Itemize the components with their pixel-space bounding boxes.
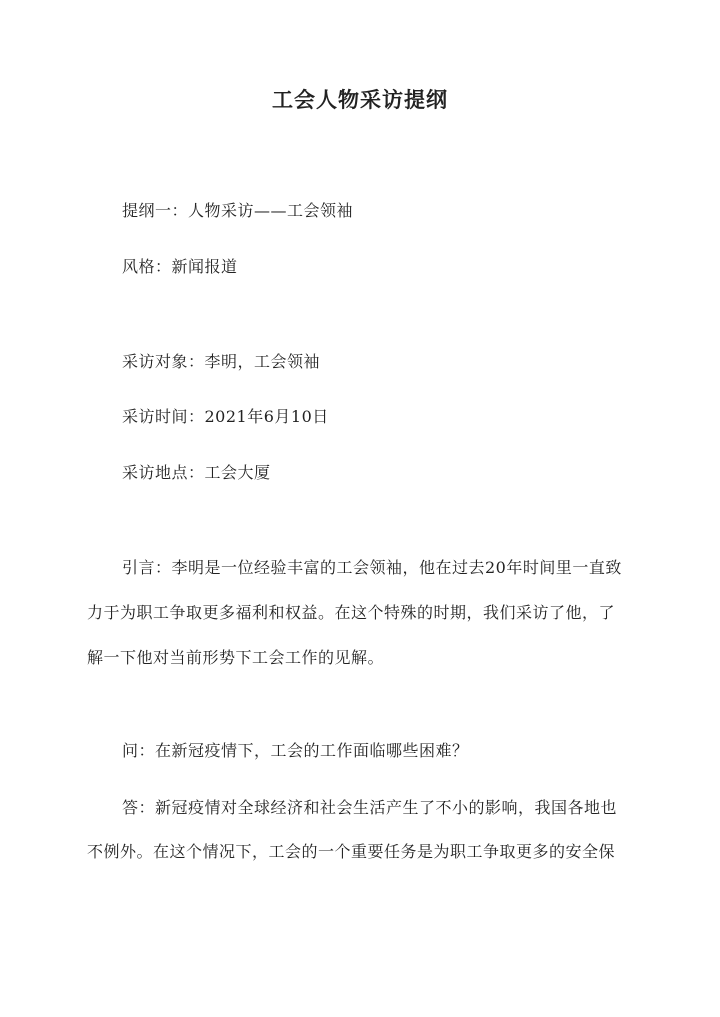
- intro-line-3: 解一下他对当前形势下工会工作的见解。: [87, 648, 385, 667]
- answer-1-line-1: 答：新冠疫情对全球经济和社会生活产生了不小的影响，我国各地也: [122, 798, 618, 817]
- outline-line: 提纲一：人物采访——工会领袖: [122, 201, 354, 220]
- answer-1-line-2: 不例外。在这个情况下，工会的一个重要任务是为职工争取更多的安全保: [87, 842, 616, 861]
- interview-time-line: 采访时间：2021年6月10日: [122, 407, 329, 426]
- question-1: 问：在新冠疫情下，工会的工作面临哪些困难？: [122, 741, 469, 760]
- intro-line-1: 引言：李明是一位经验丰富的工会领袖，他在过去20年时间里一直致: [122, 558, 622, 577]
- style-line: 风格：新闻报道: [122, 257, 238, 276]
- interview-place-line: 采访地点：工会大厦: [122, 463, 271, 482]
- interviewee-line: 采访对象：李明，工会领袖: [122, 352, 321, 371]
- intro-line-2: 力于为职工争取更多福利和权益。在这个特殊的时期，我们采访了他，了: [87, 603, 616, 622]
- document-title: 工会人物采访提纲: [272, 87, 448, 112]
